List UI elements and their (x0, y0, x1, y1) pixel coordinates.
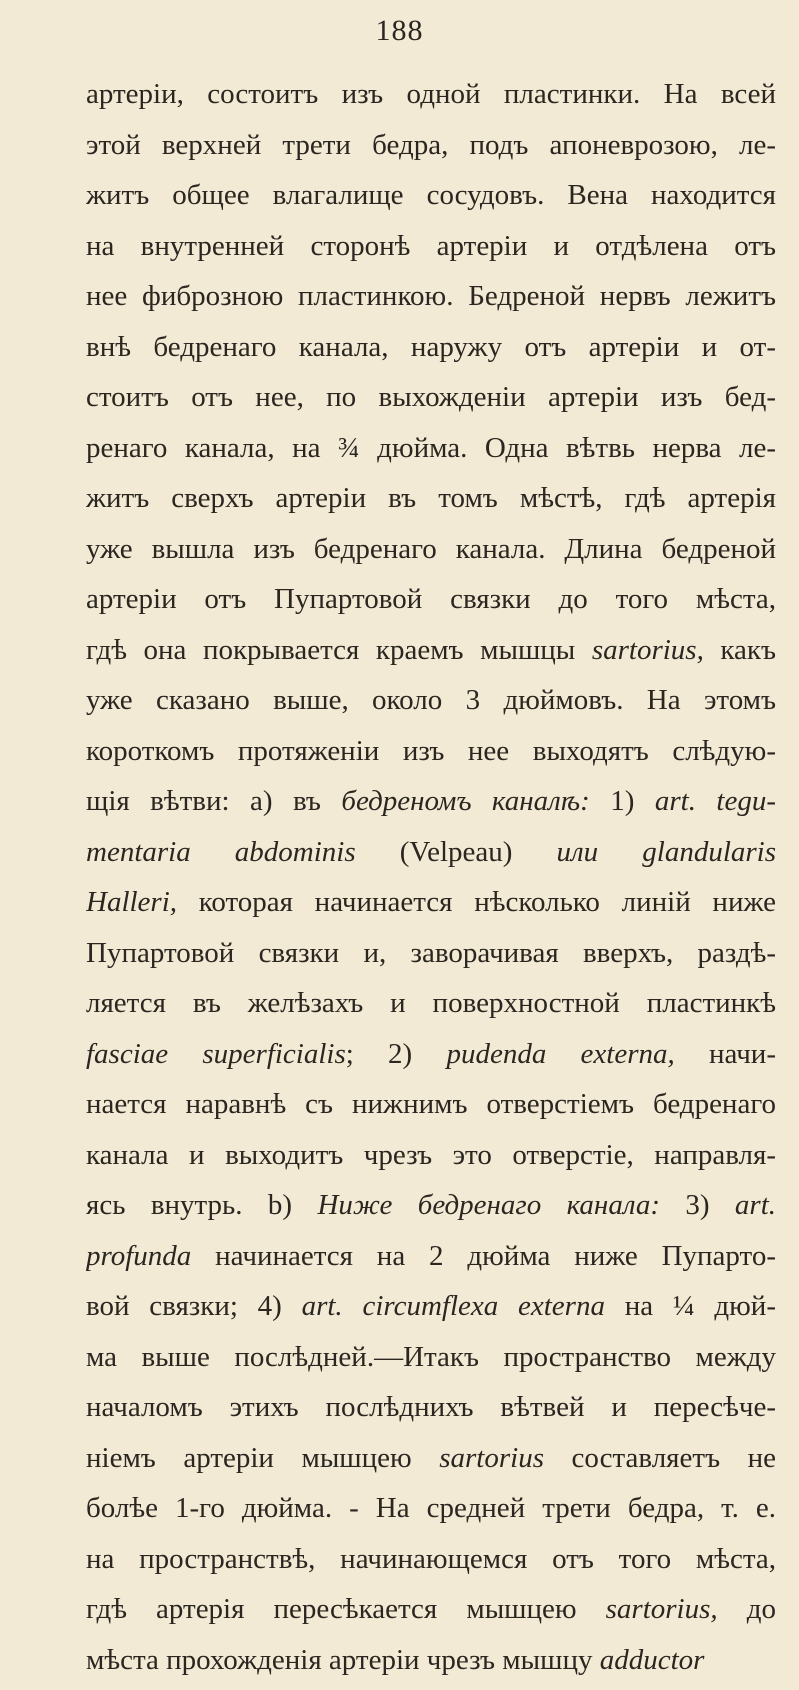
text-line (86, 781, 776, 832)
page-number: 188 (0, 14, 799, 48)
text-segment: Пупартовой связки и, заворачивая вверхъ, раздѣ- (86, 937, 776, 969)
italic-text-segment: fasciae superficialis (86, 1038, 346, 1070)
text-line (86, 983, 776, 1034)
text-segment: болѣе 1-го дюйма. - На средней трети бедра, т. е. (86, 1492, 776, 1524)
text-segment: на пространствѣ, начинающемся отъ того мѣста, (86, 1543, 776, 1575)
text-line (86, 327, 776, 378)
text-segment: щія вѣтви: a) въ (86, 785, 341, 817)
text-segment: уже вышла изъ бедренаго канала. Длина бедреной (86, 533, 776, 565)
text-segment: внѣ бедренаго канала, наружу отъ артеріи и от- (86, 331, 776, 363)
text-segment: до (718, 1593, 776, 1625)
italic-text-segment: Ниже бедренаго канала: (317, 1189, 660, 1221)
text-segment: артеріи отъ Пупартовой связки до того мѣста, (86, 583, 776, 615)
text-line (86, 276, 776, 327)
text-segment: ляется въ желѣзахъ и поверхностной пластинкѣ (86, 987, 776, 1019)
text-segment: стоитъ отъ нее, по выхожденіи артеріи изъ бед- (86, 381, 776, 413)
text-line (86, 1185, 776, 1236)
text-line (86, 226, 776, 277)
text-line (86, 1539, 776, 1590)
text-line (86, 1034, 776, 1085)
text-line (86, 1589, 776, 1640)
text-line (86, 933, 776, 984)
text-segment: ясь внутрь. b) (86, 1189, 317, 1221)
text-segment: ніемъ артеріи мышцею (86, 1442, 439, 1474)
text-line (86, 1488, 776, 1539)
italic-text-segment: pudenda externa, (446, 1038, 674, 1070)
text-line (86, 1387, 776, 1438)
text-segment: житъ общее влагалище сосудовъ. Вена находится (86, 179, 776, 211)
text-segment: ма выше послѣдней.—Итакъ пространство между (86, 1341, 776, 1373)
text-segment: на ¼ дюй- (605, 1290, 776, 1322)
text-segment: канала и выходитъ чрезъ это отверстіе, направля- (86, 1139, 776, 1171)
italic-text-segment: adductor (600, 1644, 705, 1676)
text-segment: гдѣ артерія пересѣкается мышцею (86, 1593, 606, 1625)
text-line (86, 529, 776, 580)
text-line (86, 428, 776, 479)
italic-text-segment: art. (735, 1189, 776, 1221)
text-line (86, 1135, 776, 1186)
text-segment: житъ сверхъ артеріи въ томъ мѣстѣ, гдѣ артерія (86, 482, 776, 514)
text-segment: на внутренней сторонѣ артеріи и отдѣлена отъ (86, 230, 776, 262)
text-line (86, 1084, 776, 1135)
text-line (86, 882, 776, 933)
text-segment: (Velpeau) (356, 836, 557, 868)
text-line (86, 630, 776, 681)
text-line (86, 74, 776, 125)
italic-text-segment: sartorius (439, 1442, 544, 1474)
text-segment: короткомъ протяженіи изъ нее выходятъ слѣдую- (86, 735, 776, 767)
text-line (86, 731, 776, 782)
text-line (86, 579, 776, 630)
text-line (86, 175, 776, 226)
text-line (86, 832, 776, 883)
text-segment: которая начинается нѣсколько линій ниже (177, 886, 776, 918)
italic-text-segment: Halleri, (86, 886, 177, 918)
italic-text-segment: бедреномъ каналѣ: (341, 785, 589, 817)
text-line (86, 125, 776, 176)
italic-text-segment: или glandularis (557, 836, 776, 868)
text-line (86, 1640, 776, 1690)
text-segment: вой связки; 4) (86, 1290, 302, 1322)
text-segment: началомъ этихъ послѣднихъ вѣтвей и пересѣче- (86, 1391, 776, 1423)
text-segment: гдѣ она покрывается краемъ мышцы (86, 634, 592, 666)
body-text (86, 74, 776, 1690)
text-segment: нее фиброзною пластинкою. Бедреной нервъ лежитъ (86, 280, 776, 312)
text-segment: 1) (590, 785, 655, 817)
italic-text-segment: sartorius, (606, 1593, 718, 1625)
italic-text-segment: art. circumflexa externa (302, 1290, 605, 1322)
text-segment: составляетъ не (544, 1442, 776, 1474)
text-line (86, 1438, 776, 1489)
text-segment: начинается на 2 дюйма ниже Пупарто- (191, 1240, 776, 1272)
text-segment: 3) (660, 1189, 735, 1221)
text-line (86, 1236, 776, 1287)
text-segment: какъ (704, 634, 776, 666)
italic-text-segment: sartorius, (592, 634, 704, 666)
italic-text-segment: art. tegu- (655, 785, 776, 817)
text-segment: ренаго канала, на ¾ дюйма. Одна вѣтвь нерва ле- (86, 432, 776, 464)
text-segment: нается наравнѣ съ нижнимъ отверстіемъ бедренаго (86, 1088, 776, 1120)
text-segment: мѣста прохожденія артеріи чрезъ мышцу (86, 1644, 600, 1676)
text-segment: ; 2) (346, 1038, 447, 1070)
text-line (86, 478, 776, 529)
text-segment: этой верхней трети бедра, подъ апоневрозою, ле- (86, 129, 776, 161)
italic-text-segment: mentaria abdominis (86, 836, 356, 868)
text-line (86, 1286, 776, 1337)
italic-text-segment: profunda (86, 1240, 191, 1272)
text-segment: начи- (675, 1038, 776, 1070)
text-line (86, 377, 776, 428)
text-segment: артеріи, состоитъ изъ одной пластинки. На всей (86, 78, 776, 110)
text-line (86, 680, 776, 731)
text-line (86, 1337, 776, 1388)
text-segment: уже сказано выше, около 3 дюймовъ. На этомъ (86, 684, 776, 716)
